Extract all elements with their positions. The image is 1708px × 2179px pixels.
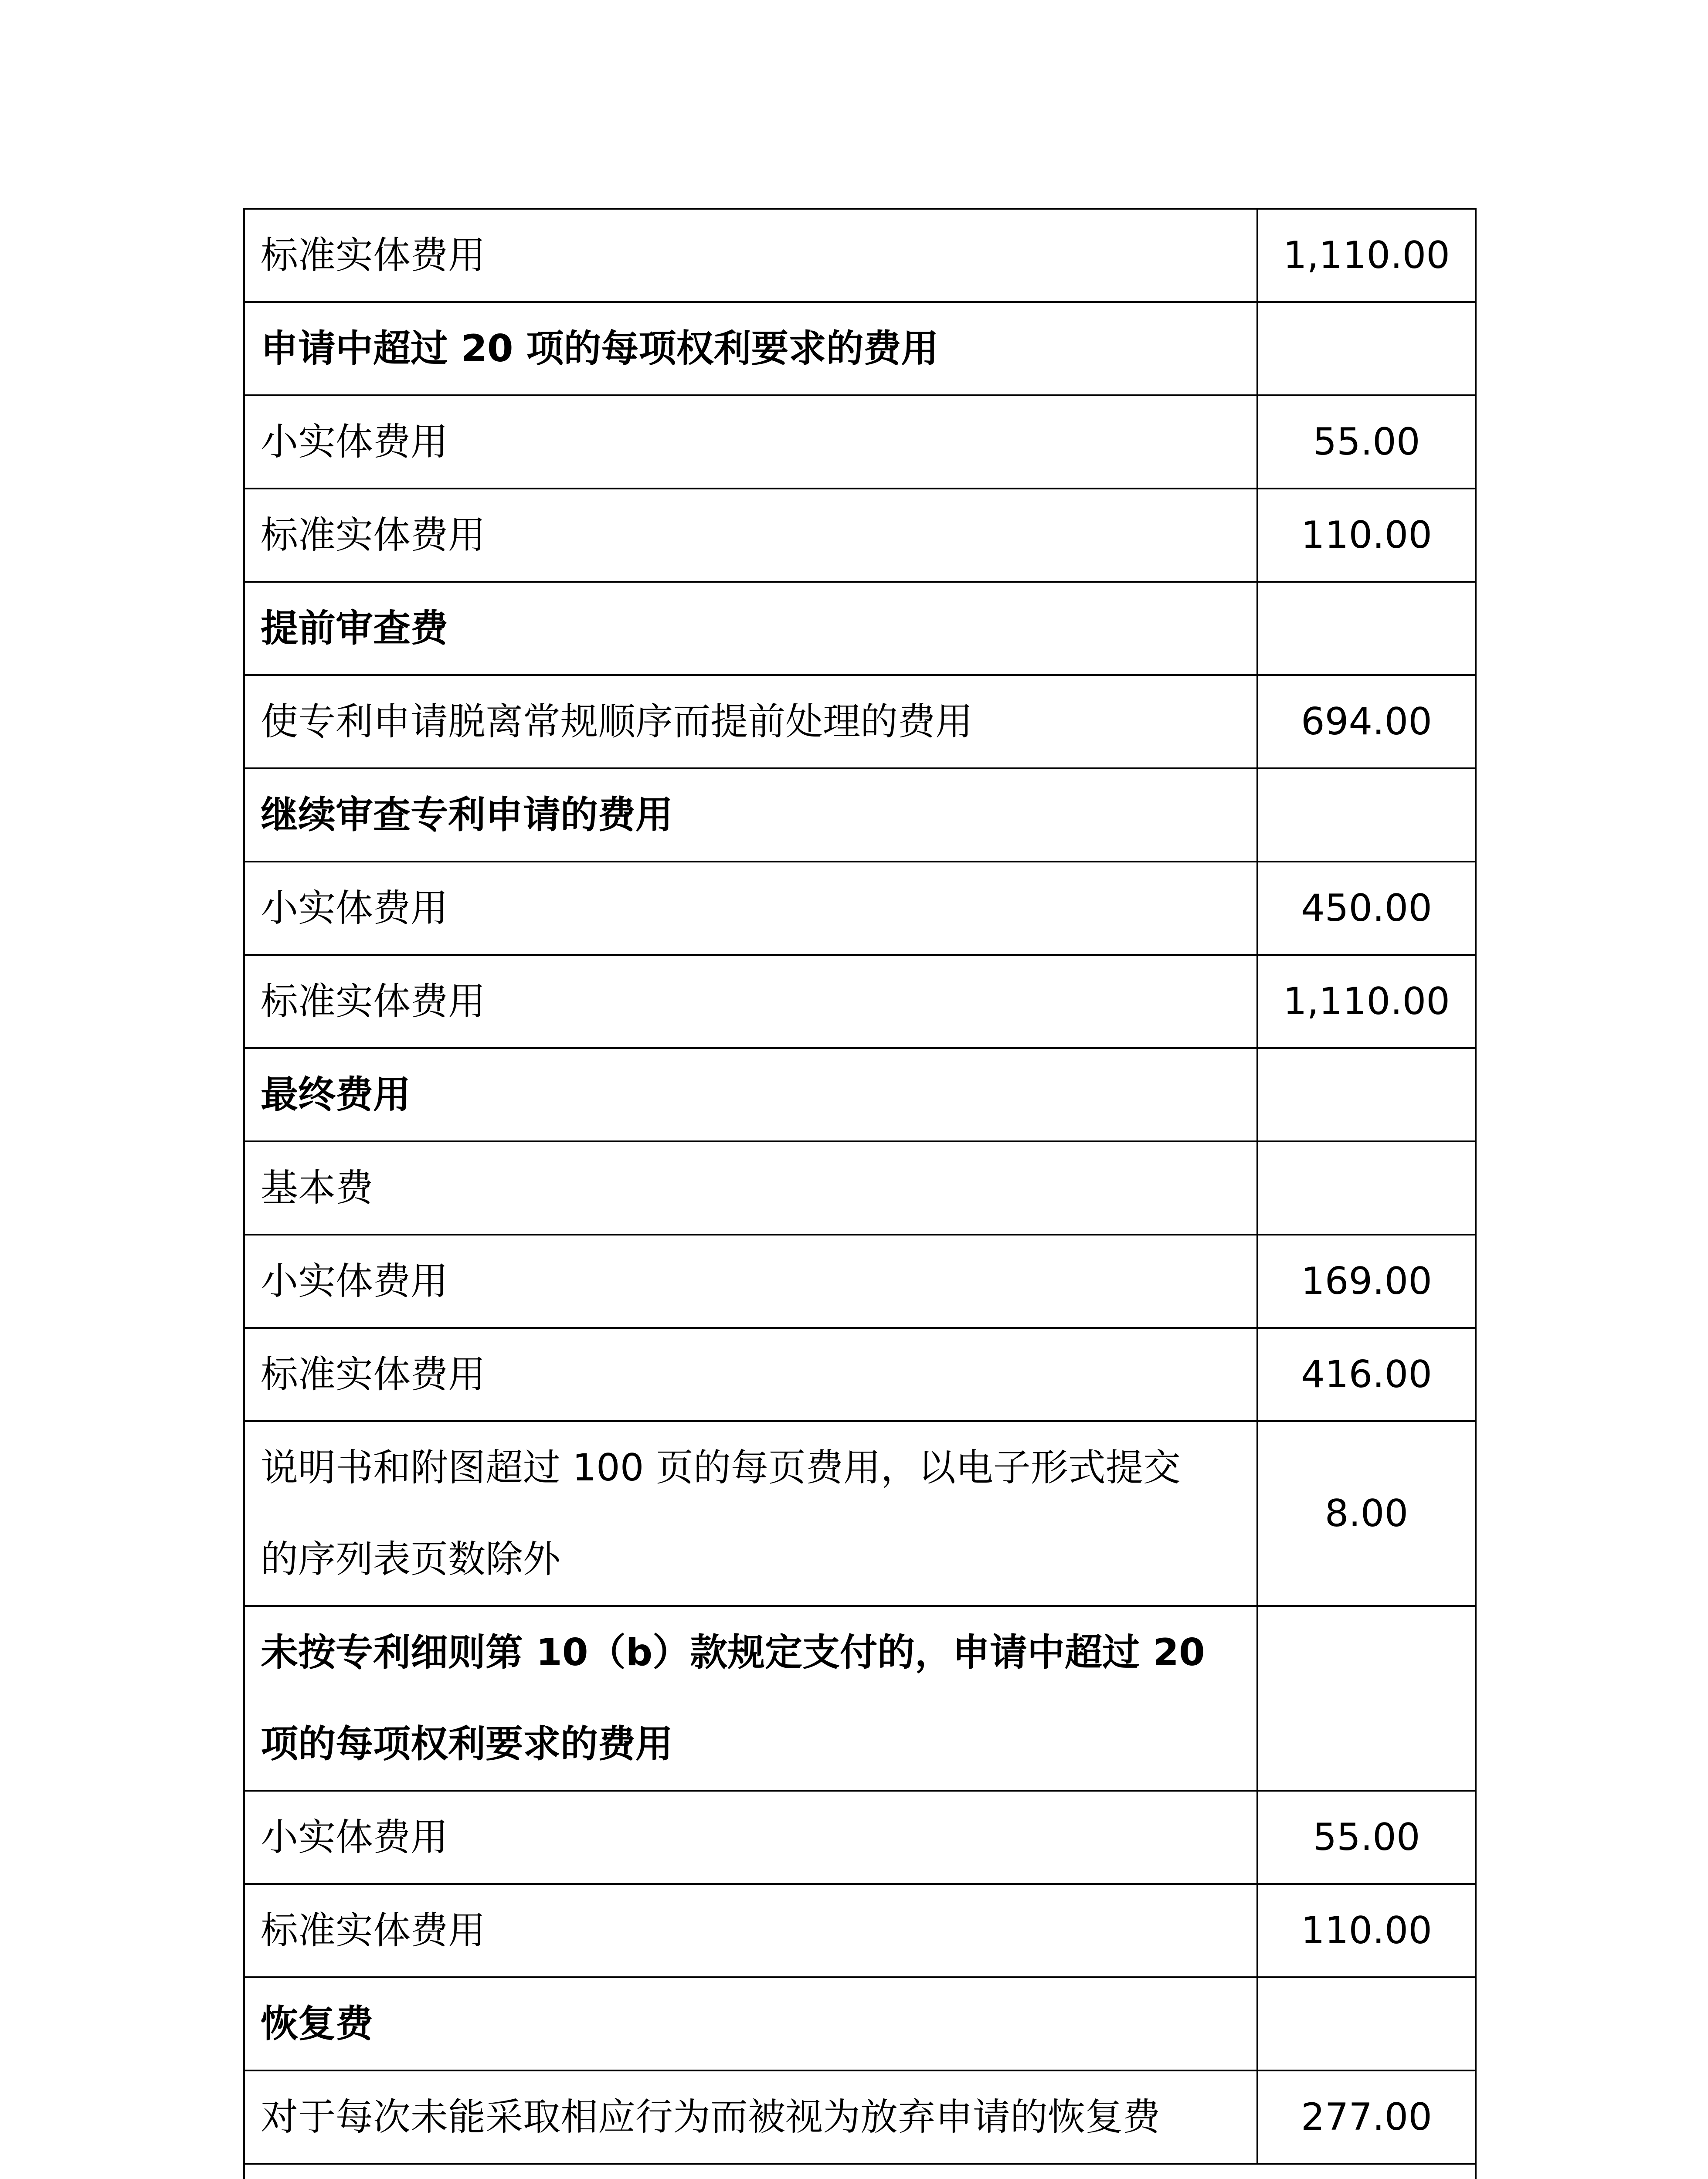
fee-label-multiline bbox=[244, 1421, 1257, 1606]
section-header-label: 继续审查专利申请的费用 bbox=[244, 768, 1257, 862]
table-row bbox=[244, 1791, 1476, 1884]
fee-label: 小实体费用 bbox=[244, 862, 1257, 955]
table-row bbox=[244, 955, 1476, 1048]
table-row bbox=[244, 1421, 1476, 1606]
table-row bbox=[244, 2070, 1476, 2164]
fee-label: 标准实体费用 bbox=[244, 1884, 1257, 1977]
table-row bbox=[244, 395, 1476, 489]
fee-amount: 110.00 bbox=[1257, 1884, 1476, 1977]
table-row-section-header bbox=[244, 768, 1476, 862]
section-header-label: 最终费用 bbox=[244, 1048, 1257, 1141]
table-row-section-header bbox=[244, 1606, 1476, 1791]
table-row bbox=[244, 675, 1476, 768]
table-row-section-header bbox=[244, 302, 1476, 395]
table-row-section-header bbox=[244, 1048, 1476, 1141]
fee-label: 标准实体费用 bbox=[244, 209, 1257, 302]
section-header-line: 项的每项权利要求的费用 bbox=[261, 1722, 673, 1766]
fee-amount bbox=[1257, 1606, 1476, 1791]
fee-amount: 55.00 bbox=[1257, 395, 1476, 489]
fee-amount: 8.00 bbox=[1257, 1421, 1476, 1606]
fee-amount: 1,110.00 bbox=[1257, 209, 1476, 302]
fee-amount: 55.00 bbox=[1257, 1791, 1476, 1884]
fee-amount bbox=[1257, 768, 1476, 862]
fee-table bbox=[243, 208, 1477, 2179]
fee-amount: 450.00 bbox=[1257, 862, 1476, 955]
international-fees-heading bbox=[244, 2164, 1476, 2179]
fee-amount: 110.00 bbox=[1257, 489, 1476, 582]
fee-amount: 1,110.00 bbox=[1257, 955, 1476, 1048]
fee-label: 使专利申请脱离常规顺序而提前处理的费用 bbox=[244, 675, 1257, 768]
section-header-label: 提前审查费 bbox=[244, 582, 1257, 675]
section-header-label: 恢复费 bbox=[244, 1977, 1257, 2070]
fee-label: 小实体费用 bbox=[244, 1791, 1257, 1884]
section-header-label: 申请中超过 20 项的每项权利要求的费用 bbox=[244, 302, 1257, 395]
table-row bbox=[244, 489, 1476, 582]
fee-amount bbox=[1257, 1048, 1476, 1141]
table-row bbox=[244, 209, 1476, 302]
table-row bbox=[244, 1884, 1476, 1977]
table-row bbox=[244, 1328, 1476, 1421]
fee-label: 标准实体费用 bbox=[244, 489, 1257, 582]
section-header-label-multiline bbox=[244, 1606, 1257, 1791]
table-row-section-header bbox=[244, 1977, 1476, 2070]
fee-label: 对于每次未能采取相应行为而被视为放弃申请的恢复费 bbox=[244, 2070, 1257, 2164]
fee-amount bbox=[1257, 1141, 1476, 1235]
fee-amount: 169.00 bbox=[1257, 1235, 1476, 1328]
table-row bbox=[244, 862, 1476, 955]
fee-label-line: 说明书和附图超过 100 页的每页费用，以电子形式提交 bbox=[261, 1446, 1181, 1490]
fee-amount bbox=[1257, 302, 1476, 395]
fee-label: 基本费 bbox=[244, 1141, 1257, 1235]
fee-amount: 694.00 bbox=[1257, 675, 1476, 768]
fee-amount bbox=[1257, 582, 1476, 675]
fee-label: 标准实体费用 bbox=[244, 1328, 1257, 1421]
table-row bbox=[244, 1235, 1476, 1328]
fee-amount: 277.00 bbox=[1257, 2070, 1476, 2164]
table-row bbox=[244, 1141, 1476, 1235]
fee-amount bbox=[1257, 1977, 1476, 2070]
fee-label: 标准实体费用 bbox=[244, 955, 1257, 1048]
section-header-line: 未按专利细则第 10（b）款规定支付的，申请中超过 20 bbox=[261, 1631, 1205, 1674]
fee-label: 小实体费用 bbox=[244, 395, 1257, 489]
fee-label-line: 的序列表页数除外 bbox=[261, 1538, 560, 1581]
table-row-footer bbox=[244, 2164, 1476, 2179]
fee-amount: 416.00 bbox=[1257, 1328, 1476, 1421]
fee-label: 小实体费用 bbox=[244, 1235, 1257, 1328]
table-row-section-header bbox=[244, 582, 1476, 675]
